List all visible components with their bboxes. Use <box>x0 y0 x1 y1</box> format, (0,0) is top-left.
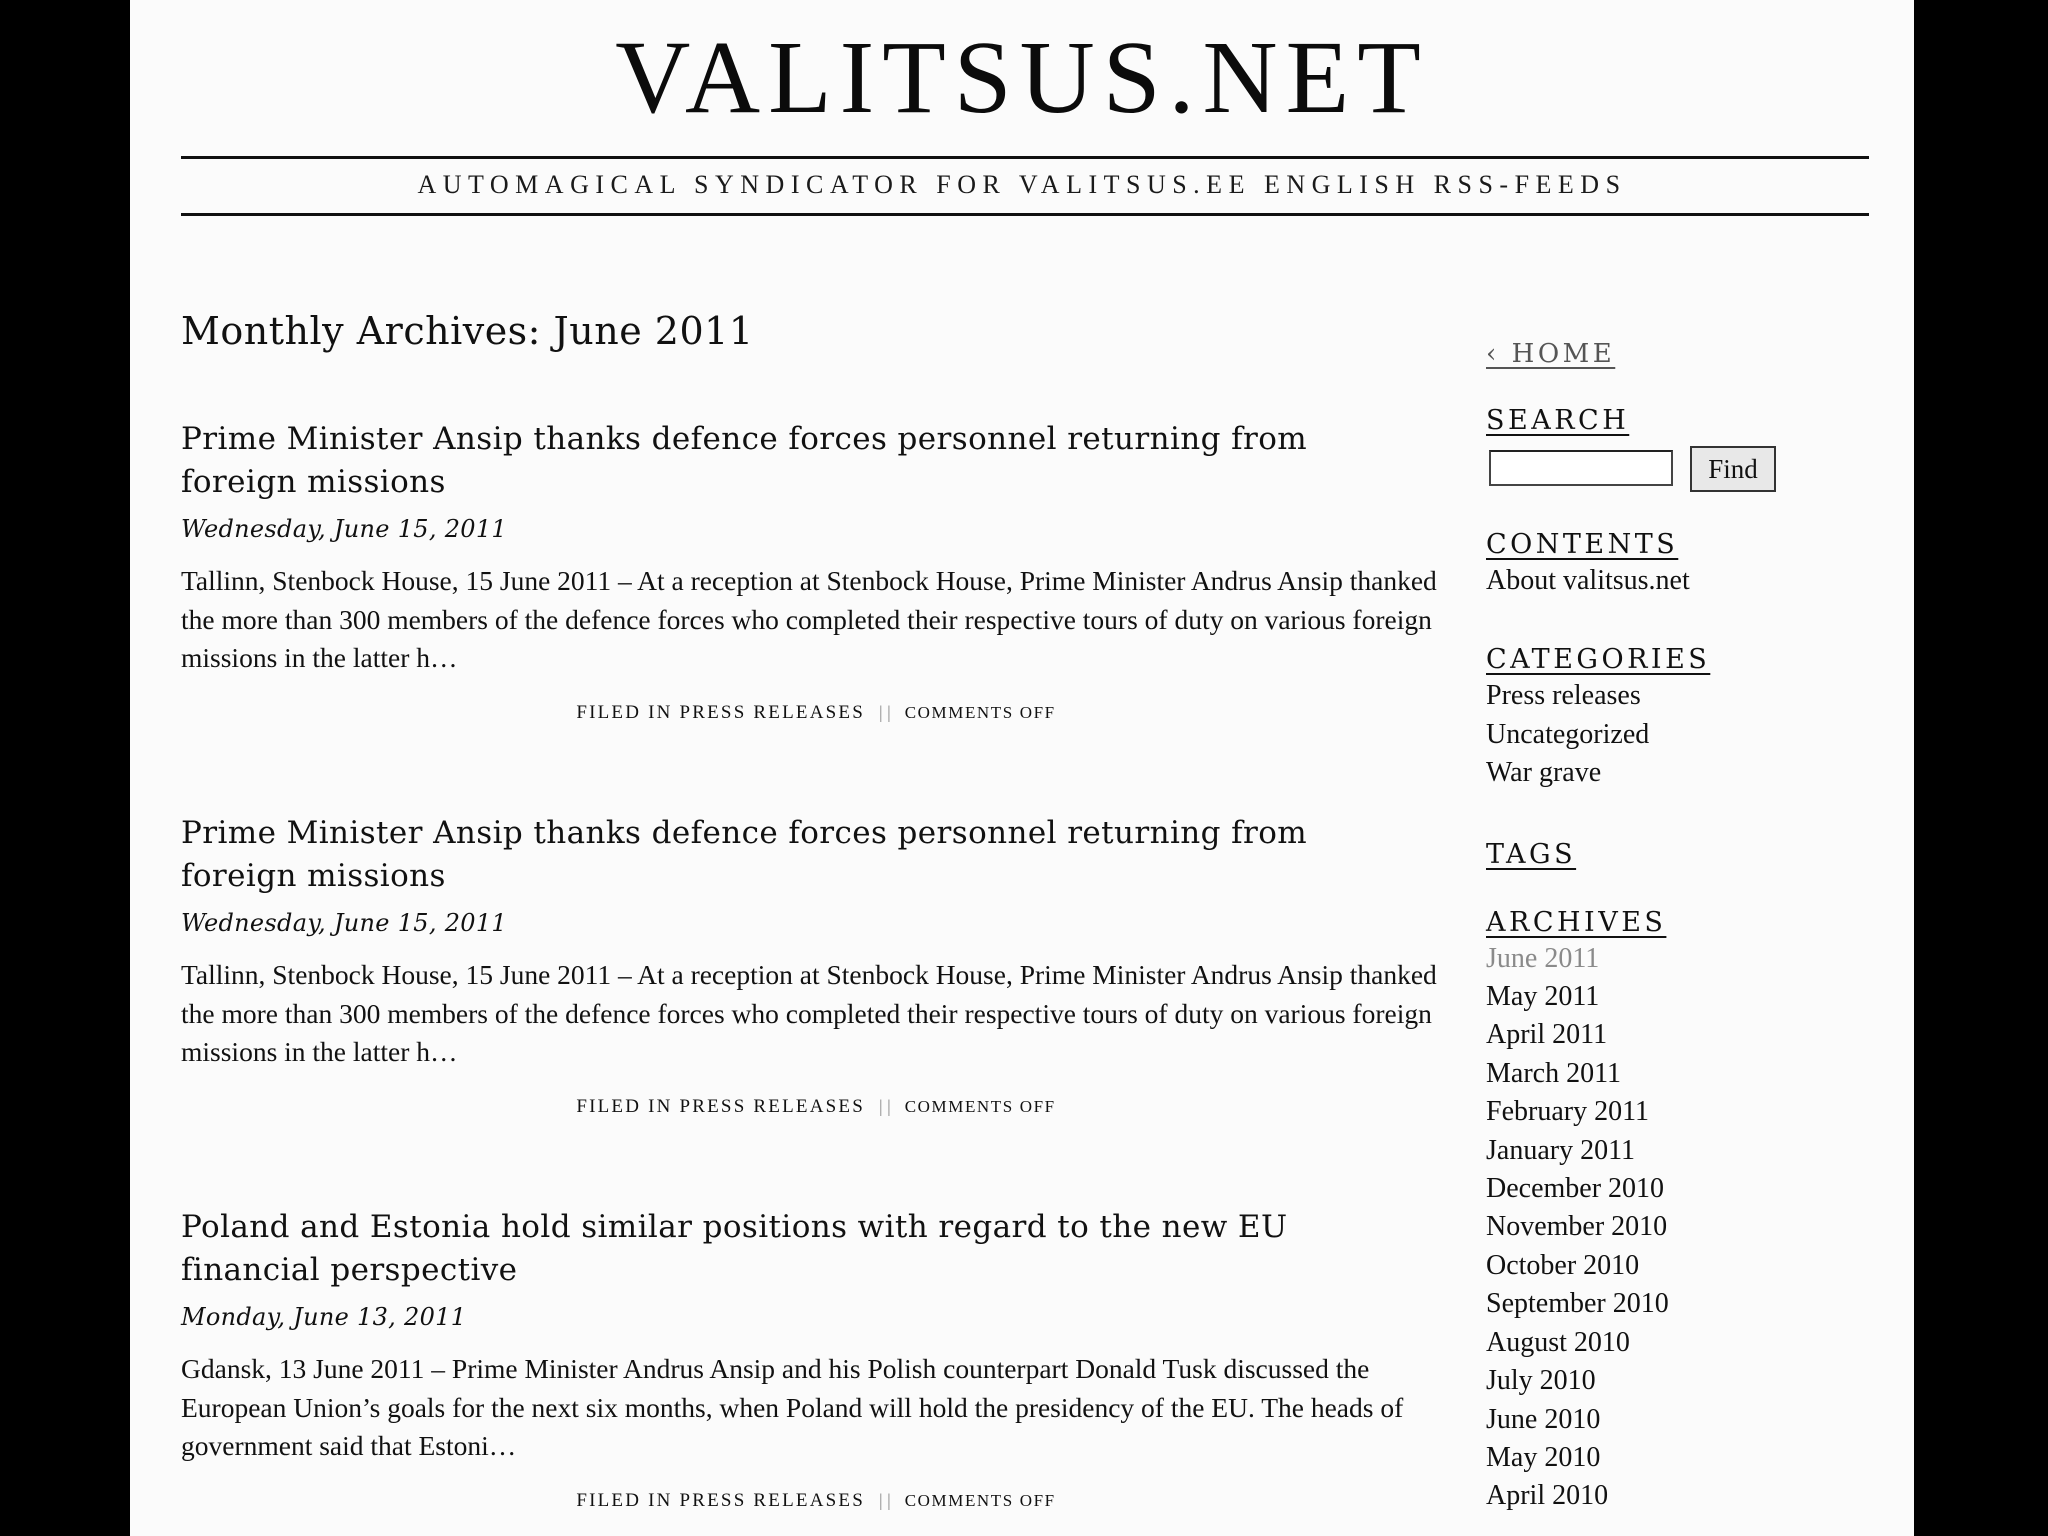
post <box>181 1206 1581 1515</box>
comments-status: COMMENTS OFF <box>904 702 1056 722</box>
filed-in-category-link[interactable]: FILED IN PRESS RELEASES <box>576 701 865 723</box>
post-title-link[interactable]: Prime Minister Ansip thanks defence forces personnel returning from foreign missions <box>181 421 1308 500</box>
post-meta <box>181 1486 1451 1515</box>
post-date: Monday, June 13, 2011 <box>181 1303 467 1331</box>
meta-separator: | | <box>878 1489 891 1510</box>
sidebar <box>1486 336 1886 1516</box>
search-heading: SEARCH <box>1486 405 1630 436</box>
filed-in-category-link[interactable]: FILED IN PRESS RELEASES <box>576 1489 865 1511</box>
archives-heading: ARCHIVES <box>1486 906 1667 938</box>
archive-item[interactable]: August 2010 <box>1486 1326 1630 1358</box>
archive-item[interactable]: April 2010 <box>1486 1480 1609 1512</box>
post <box>181 812 1581 1121</box>
categories-heading: CATEGORIES <box>1486 644 1711 676</box>
post <box>181 418 1581 727</box>
post-excerpt: Gdansk, 13 June 2011 – Prime Minister Andrus Ansip and his Polish counterpart Donald Tusk discussed the European Union’s goals for the next six months, when Poland will hold the presidency of the EU. The heads of government said that Estoni… <box>181 1353 1404 1461</box>
search-input[interactable] <box>1489 450 1673 486</box>
tags-heading: TAGS <box>1486 838 1577 870</box>
post-excerpt: Tallinn, Stenbock House, 15 June 2011 – At a reception at Stenbock House, Prime Minister Andrus Ansip thanked the more than 300 members of the defence forces who completed their respective tours of duty on various foreign missions in the latter h… <box>181 959 1437 1067</box>
post-meta <box>181 1092 1451 1121</box>
archive-item[interactable]: November 2010 <box>1486 1211 1668 1243</box>
meta-separator: | | <box>878 701 891 722</box>
archive-item[interactable]: October 2010 <box>1486 1249 1640 1281</box>
comments-status: COMMENTS OFF <box>904 1096 1056 1116</box>
header-rule-top <box>181 156 1869 159</box>
post-meta <box>181 698 1451 727</box>
archive-item[interactable]: July 2010 <box>1486 1365 1596 1397</box>
archive-item[interactable]: February 2011 <box>1486 1096 1650 1128</box>
archive-item[interactable]: January 2011 <box>1486 1134 1636 1166</box>
archive-item[interactable]: May 2010 <box>1486 1441 1601 1473</box>
category-item[interactable]: Uncategorized <box>1486 718 1650 750</box>
archive-item[interactable]: June 2010 <box>1486 1403 1601 1435</box>
header-rule-bottom <box>181 213 1869 216</box>
post-title-link[interactable]: Poland and Estonia hold similar positions with regard to the new EU financial perspective <box>181 1209 1288 1288</box>
archive-item[interactable]: March 2011 <box>1486 1057 1622 1089</box>
archive-item-current[interactable]: June 2011 <box>1486 942 1600 974</box>
site-title[interactable]: VALITSUS.NET <box>615 20 1429 135</box>
post-title-link[interactable]: Prime Minister Ansip thanks defence forces personnel returning from foreign missions <box>181 815 1308 894</box>
category-item[interactable]: War grave <box>1486 757 1602 789</box>
archive-item[interactable]: September 2010 <box>1486 1288 1669 1320</box>
contents-item-about[interactable]: About valitsus.net <box>1486 565 1690 596</box>
filed-in-category-link[interactable]: FILED IN PRESS RELEASES <box>576 1095 865 1117</box>
home-link[interactable]: ‹ HOME <box>1486 339 1616 369</box>
category-item[interactable]: Press releases <box>1486 680 1641 712</box>
archive-title: Monthly Archives: June 2011 <box>181 309 754 353</box>
search-form <box>1486 444 1886 492</box>
contents-heading: CONTENTS <box>1486 529 1679 560</box>
find-button[interactable]: Find <box>1690 446 1776 492</box>
archive-item[interactable]: April 2011 <box>1486 1019 1608 1051</box>
post-excerpt: Tallinn, Stenbock House, 15 June 2011 – At a reception at Stenbock House, Prime Minister Andrus Ansip thanked the more than 300 members of the defence forces who completed their respective tours of duty on various foreign missions in the latter h… <box>181 565 1437 673</box>
comments-status: COMMENTS OFF <box>904 1490 1056 1510</box>
archive-item[interactable]: December 2010 <box>1486 1173 1665 1205</box>
page <box>130 0 1914 1536</box>
post-date: Wednesday, June 15, 2011 <box>181 515 507 543</box>
post-date: Wednesday, June 15, 2011 <box>181 909 507 937</box>
archive-item[interactable]: May 2011 <box>1486 981 1600 1013</box>
meta-separator: | | <box>878 1095 891 1116</box>
site-description: AUTOMAGICAL SYNDICATOR FOR VALITSUS.EE ENGLISH RSS-FEEDS <box>417 170 1627 199</box>
